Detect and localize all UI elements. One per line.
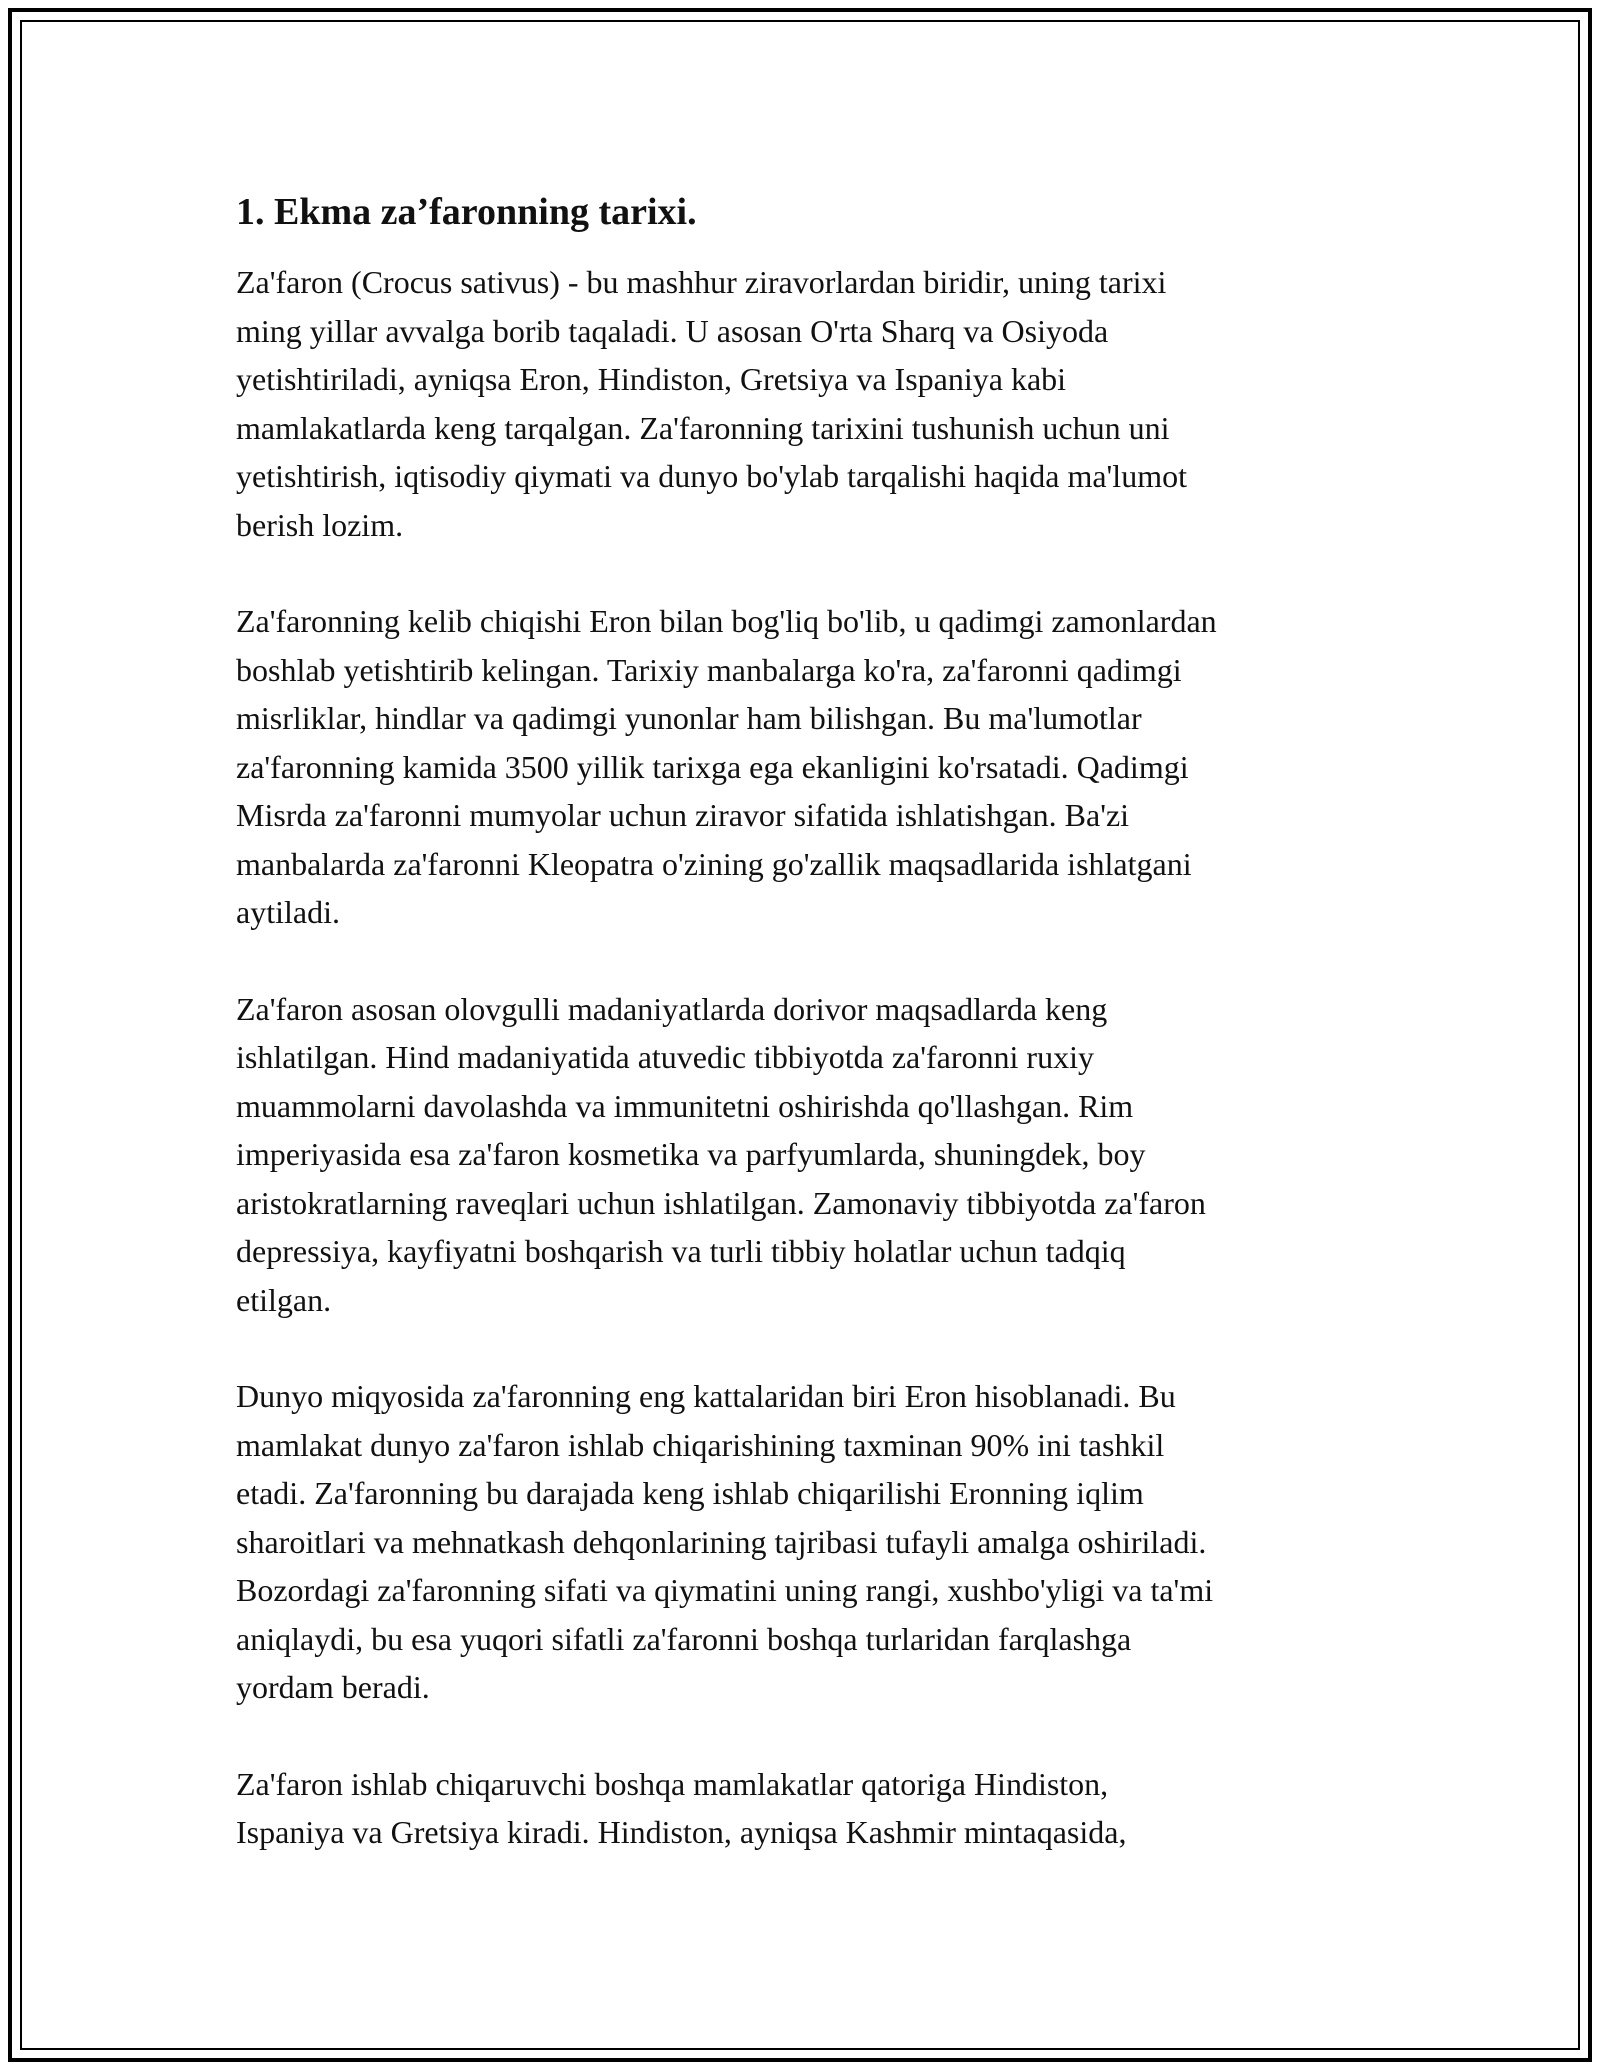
text-line: Misrda za'faronni mumyolar uchun ziravor sifatida ishlatishgan. Ba'zi xyxy=(236,797,1130,833)
text-line: misrliklar, hindlar va qadimgi yunonlar ham bilishgan. Bu ma'lumotlar xyxy=(236,700,1142,736)
text-line: yetishtiriladi, ayniqsa Eron, Hindiston, Gretsiya va Ispaniya kabi xyxy=(236,361,1067,397)
text-line: yetishtirish, iqtisodiy qiymati va dunyo bo'ylab tarqalishi haqida ma'lumot xyxy=(236,458,1187,494)
text-line: Za'faronning kelib chiqishi Eron bilan bog'liq bo'lib, u qadimgi zamonlardan xyxy=(236,603,1217,639)
text-line: etilgan. xyxy=(236,1281,332,1318)
text-line: Ispaniya va Gretsiya kiradi. Hindiston, ayniqsa Kashmir mintaqasida, xyxy=(236,1814,1127,1850)
text-line: Za'faron (Crocus sativus) - bu mashhur ziravorlardan biridir, uning tarixi xyxy=(236,264,1167,300)
text-line: Za'faron ishlab chiqaruvchi boshqa mamlakatlar qatoriga Hindiston, xyxy=(236,1765,1109,1802)
text-line: etadi. Za'faronning bu darajada keng ishlab chiqarilishi Eronning iqlim xyxy=(236,1475,1144,1511)
text-line: ming yillar avvalga borib taqaladi. U asosan O'rta Sharq va Osiyoda xyxy=(236,312,1109,349)
text-line: Dunyo miqyosida za'faronning eng kattalaridan biri Eron hisoblanadi. Bu xyxy=(236,1378,1176,1414)
text-line: muammolarni davolashda va immunitetni oshirishda qo'llashgan. Rim xyxy=(236,1087,1134,1124)
paragraph xyxy=(236,597,1366,937)
text-line: aytiladi. xyxy=(236,894,340,930)
text-line: berish lozim. xyxy=(236,506,404,543)
paragraph xyxy=(236,1760,1366,1857)
text-line: mamlakat dunyo za'faron ishlab chiqarishining taxminan 90% ini tashkil xyxy=(236,1426,1165,1463)
text-line: za'faronning kamida 3500 yillik tarixga ega ekanligini ko'rsatadi. Qadimgi xyxy=(236,748,1189,785)
document-content xyxy=(236,188,1366,1905)
text-line: manbalarda za'faronni Kleopatra o'zining go'zallik maqsadlarida ishlatgani xyxy=(236,845,1192,882)
text-line: imperiyasida esa za'faron kosmetika va parfyumlarda, shuningdek, boy xyxy=(236,1136,1146,1172)
text-line: yordam beradi. xyxy=(236,1669,430,1705)
text-line: mamlakatlarda keng tarqalgan. Za'faronning tarixini tushunish uchun uni xyxy=(236,409,1170,446)
text-line: boshlab yetishtirib kelingan. Tarixiy manbalarga ko'ra, za'faronni qadimgi xyxy=(236,651,1182,688)
text-line: aniqlaydi, bu esa yuqori sifatli za'faronni boshqa turlaridan farqlashga xyxy=(236,1620,1132,1657)
text-line: sharoitlari va mehnatkash dehqonlarining tajribasi tufayli amalga oshiriladi. xyxy=(236,1523,1207,1560)
paragraph xyxy=(236,1372,1366,1712)
section-heading: 1. Ekma za’faronning tarixi. xyxy=(236,191,697,233)
text-line: aristokratlarning raveqlari uchun ishlatilgan. Zamonaviy tibbiyotda za'faron xyxy=(236,1184,1206,1221)
text-line: ishlatilgan. Hind madaniyatida atuvedic tibbiyotda za'faronni ruxiy xyxy=(236,1039,1094,1075)
text-line: Za'faron asosan olovgulli madaniyatlarda dorivor maqsadlarda keng xyxy=(236,990,1108,1027)
paragraph xyxy=(236,985,1366,1325)
text-line: depressiya, kayfiyatni boshqarish va turli tibbiy holatlar uchun tadqiq xyxy=(236,1233,1126,1269)
text-line: Bozordagi za'faronning sifati va qiymatini uning rangi, xushbo'yligi va ta'mi xyxy=(236,1572,1214,1608)
paragraph xyxy=(236,258,1366,549)
